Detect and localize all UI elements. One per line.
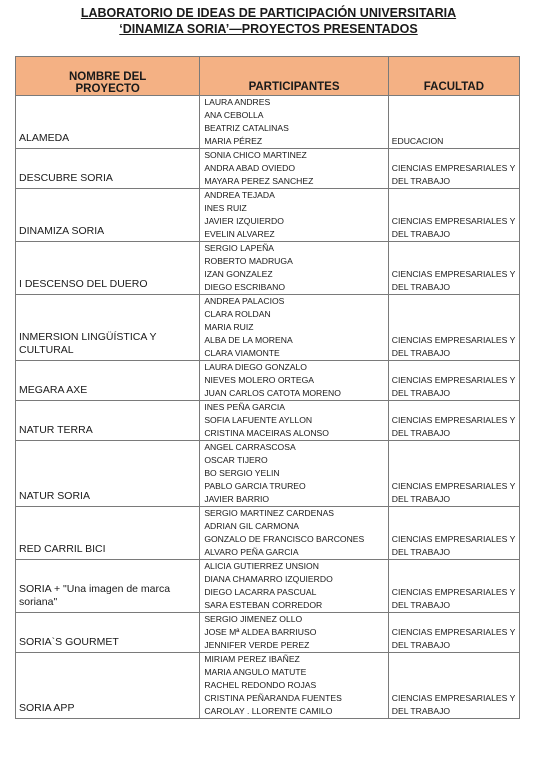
project-name-cell: SORIA APP: [16, 653, 200, 719]
participant-name: CRISTINA MACEIRAS ALONSO: [204, 428, 329, 438]
participants-cell: [200, 361, 388, 401]
faculty-cell: CIENCIAS EMPRESARIALES Y DEL TRABAJO: [388, 361, 519, 401]
participant-name: ADRIAN GIL CARMONA: [204, 521, 300, 531]
participant-name: JAVIER IZQUIERDO: [204, 216, 284, 226]
title-line-1: LABORATORIO DE IDEAS DE PARTICIPACIÓN UNIVERSITARIA: [80, 6, 457, 20]
participant-name: JENNIFER VERDE PEREZ: [204, 640, 310, 650]
participant-name: JOSE Mª ALDEA BARRIUSO: [204, 627, 317, 637]
participant-name: LAURA ANDRES: [204, 97, 271, 107]
faculty-cell: CIENCIAS EMPRESARIALES Y DEL TRABAJO: [388, 653, 519, 719]
participant-name: BEATRIZ CATALINAS: [204, 123, 289, 133]
table-row: [16, 96, 520, 149]
table-row: [16, 401, 520, 441]
participants-cell: [200, 242, 388, 295]
table-row: [16, 613, 520, 653]
participant-name: JUAN CARLOS CATOTA MORENO: [204, 388, 341, 398]
table-header-row: [16, 57, 520, 96]
participants-cell: [200, 295, 388, 361]
project-name-cell: NATUR TERRA: [16, 401, 200, 441]
participant-name: MARIA ANGULO MATUTE: [204, 667, 307, 677]
table-row: [16, 560, 520, 613]
participant-name: IZAN GONZALEZ: [204, 269, 273, 279]
participants-cell: [200, 613, 388, 653]
participant-name: SARA ESTEBAN CORREDOR: [204, 600, 323, 610]
project-name-cell: INMERSION LINGÜÍSTICA Y CULTURAL: [16, 295, 200, 361]
project-name-cell: I DESCENSO DEL DUERO: [16, 242, 200, 295]
participant-name: MARIA PÉREZ: [204, 136, 263, 146]
participants-cell: [200, 507, 388, 560]
table-row: [16, 242, 520, 295]
participant-name: MAYARA PEREZ SANCHEZ: [204, 176, 314, 186]
project-name-cell: MEGARA AXE: [16, 361, 200, 401]
participants-cell: [200, 189, 388, 242]
participant-name: BO SERGIO YELIN: [204, 468, 280, 478]
faculty-cell: CIENCIAS EMPRESARIALES Y DEL TRABAJO: [388, 401, 519, 441]
table-row: [16, 295, 520, 361]
table-row: [16, 441, 520, 507]
participant-name: MIRIAM PEREZ IBAÑEZ: [204, 654, 300, 664]
participant-name: LAURA DIEGO GONZALO: [204, 362, 307, 372]
faculty-cell: CIENCIAS EMPRESARIALES Y DEL TRABAJO: [388, 613, 519, 653]
faculty-cell: CIENCIAS EMPRESARIALES Y DEL TRABAJO: [388, 149, 519, 189]
title-line-2: ‘DINAMIZA SORIA’—PROYECTOS PRESENTADOS: [119, 22, 418, 36]
participant-name: DIEGO LACARRA PASCUAL: [204, 587, 317, 597]
participants-cell: [200, 401, 388, 441]
participant-name: ANGEL CARRASCOSA: [204, 442, 296, 452]
header-project-name: NOMBRE DEL PROYECTO: [16, 57, 200, 96]
faculty-cell: CIENCIAS EMPRESARIALES Y DEL TRABAJO: [388, 189, 519, 242]
table-row: [16, 189, 520, 242]
faculty-cell: CIENCIAS EMPRESARIALES Y DEL TRABAJO: [388, 242, 519, 295]
document-title: [0, 5, 537, 37]
table-row: [16, 507, 520, 560]
participant-name: CRISTINA PEÑARANDA FUENTES: [204, 693, 342, 703]
participants-cell: [200, 560, 388, 613]
participant-name: SERGIO MARTINEZ CARDENAS: [204, 508, 335, 518]
table-row: [16, 149, 520, 189]
participant-name: SOFIA LAFUENTE AYLLON: [204, 415, 313, 425]
participant-name: CLARA VIAMONTE: [204, 348, 280, 358]
participant-name: EVELIN ALVAREZ: [204, 229, 275, 239]
participant-name: RACHEL REDONDO ROJAS: [204, 680, 317, 690]
project-name-cell: SORIA + "Una imagen de marca soriana": [16, 560, 200, 613]
project-name-cell: SORIA`S GOURMET: [16, 613, 200, 653]
project-name-cell: NATUR SORIA: [16, 441, 200, 507]
project-name-cell: RED CARRIL BICI: [16, 507, 200, 560]
participants-cell: [200, 441, 388, 507]
header-participants: PARTICIPANTES: [200, 57, 388, 96]
project-name-cell: DESCUBRE SORIA: [16, 149, 200, 189]
participant-name: JAVIER BARRIO: [204, 494, 270, 504]
project-name-cell: ALAMEDA: [16, 96, 200, 149]
participant-name: ANDREA PALACIOS: [204, 296, 285, 306]
participant-name: DIANA CHAMARRO IZQUIERDO: [204, 574, 333, 584]
participant-name: ROBERTO MADRUGA: [204, 256, 293, 266]
participant-name: OSCAR TIJERO: [204, 455, 268, 465]
participant-name: ANA CEBOLLA: [204, 110, 264, 120]
participant-name: ALBA DE LA MORENA: [204, 335, 293, 345]
table-row: [16, 361, 520, 401]
participant-name: ALVARO PEÑA GARCIA: [204, 547, 299, 557]
faculty-cell: CIENCIAS EMPRESARIALES Y DEL TRABAJO: [388, 507, 519, 560]
faculty-cell: CIENCIAS EMPRESARIALES Y DEL TRABAJO: [388, 441, 519, 507]
faculty-cell: CIENCIAS EMPRESARIALES Y DEL TRABAJO: [388, 295, 519, 361]
faculty-cell: CIENCIAS EMPRESARIALES Y DEL TRABAJO: [388, 560, 519, 613]
participant-name: GONZALO DE FRANCISCO BARCONES: [204, 534, 365, 544]
participant-name: SONIA CHICO MARTINEZ: [204, 150, 307, 160]
table-row: [16, 653, 520, 719]
participant-name: ANDREA TEJADA: [204, 190, 275, 200]
participant-name: MARIA RUIZ: [204, 322, 254, 332]
participant-name: CAROLAY . LLORENTE CAMILO: [204, 706, 333, 716]
participant-name: CLARA ROLDAN: [204, 309, 271, 319]
participant-name: NIEVES MOLERO ORTEGA: [204, 375, 314, 385]
projects-table: [15, 56, 520, 719]
participant-name: SERGIO LAPEÑA: [204, 243, 275, 253]
participant-name: ALICIA GUTIERREZ UNSION: [204, 561, 319, 571]
participants-cell: [200, 653, 388, 719]
table-body: [16, 96, 520, 719]
participants-cell: [200, 96, 388, 149]
header-faculty: FACULTAD: [388, 57, 519, 96]
project-name-cell: DINAMIZA SORIA: [16, 189, 200, 242]
participant-name: ANDRA ABAD OVIEDO: [204, 163, 296, 173]
faculty-cell: EDUCACION: [388, 96, 519, 149]
participant-name: INES PEÑA GARCIA: [204, 402, 286, 412]
participant-name: INES RUIZ: [204, 203, 247, 213]
participant-name: SERGIO JIMENEZ OLLO: [204, 614, 303, 624]
participant-name: PABLO GARCIA TRUREO: [204, 481, 306, 491]
participant-name: DIEGO ESCRIBANO: [204, 282, 286, 292]
participants-cell: [200, 149, 388, 189]
